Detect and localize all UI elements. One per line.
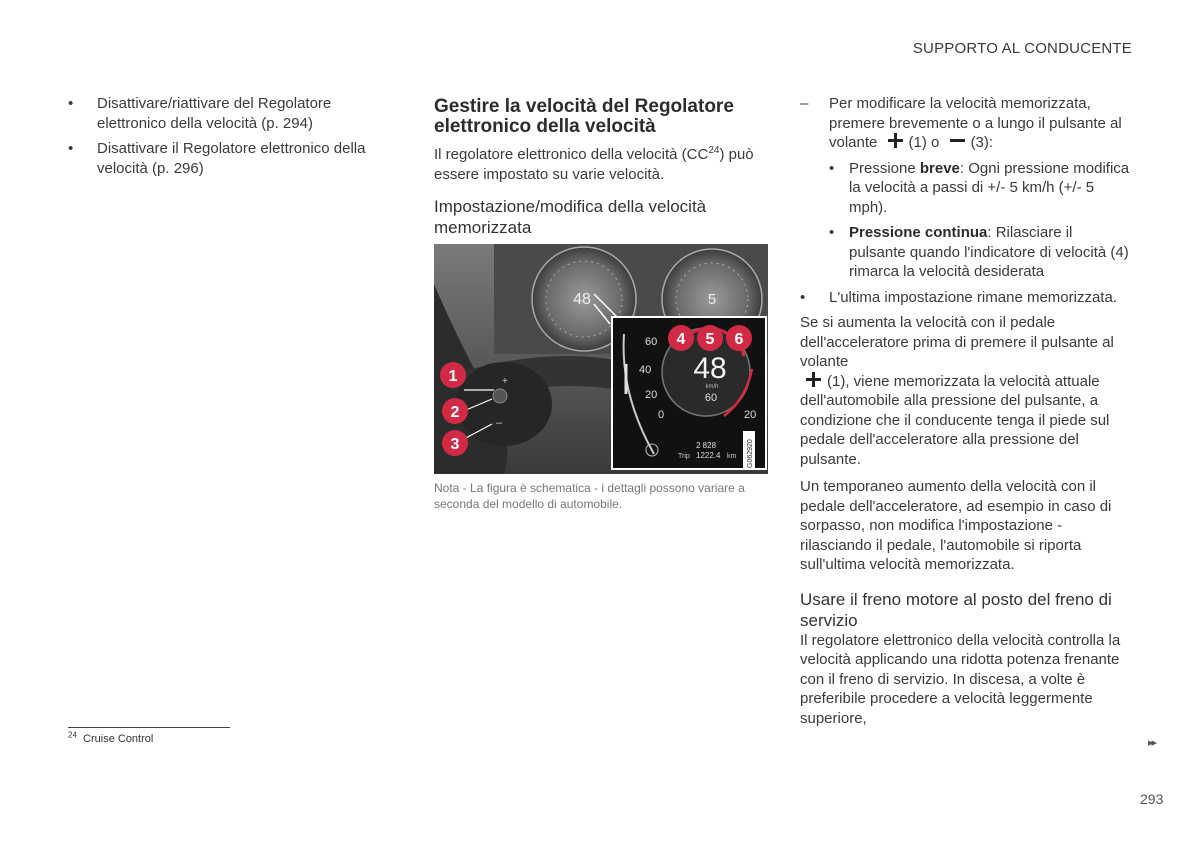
bullet-dot: •: [68, 140, 74, 157]
dash-item: [800, 94, 1132, 153]
footnote: [68, 730, 154, 745]
dash-text-end: (3):: [970, 134, 994, 151]
trip-label: Trip: [678, 453, 690, 460]
svg-text:+: +: [502, 376, 508, 387]
subsection-title: Usare il freno motore al posto del freno di servizio: [800, 589, 1112, 630]
svg-text:1: 1: [448, 368, 458, 385]
callout-2: [442, 398, 468, 424]
middle-column: [434, 94, 768, 512]
next-page-icon[interactable]: ▸▸: [1148, 737, 1156, 749]
plus-icon: [806, 372, 821, 387]
dashboard-illustration: [434, 244, 768, 474]
svg-text:5: 5: [705, 331, 715, 348]
left-gauge-speed: 48: [573, 291, 591, 308]
para1-text: Se si aumenta la velocità con il pedale dell'acceleratore prima di premere il pulsante al volante: [800, 314, 1114, 370]
trip-unit: km: [727, 453, 737, 460]
dashboard-figure: [434, 244, 768, 474]
inset-set-speed: 60: [704, 392, 718, 404]
trip-value: 1222.4: [696, 451, 721, 460]
paragraph: [800, 313, 1132, 469]
callout-6: [726, 325, 752, 351]
left-column: [68, 94, 398, 184]
para1-text-end: (1), viene memorizzata la velocità attuale dell'automobile alla pressione del pulsante, a condizione che il conducente tenga il piede sul pedale dell'acceleratore alla pressione del pulsante.: [800, 372, 1110, 468]
intro-text-end: ) può essere impostato su varie velocità.: [434, 146, 754, 183]
bullet-dot: •: [829, 224, 835, 241]
figure-code: G062920: [747, 439, 754, 468]
dash-text: Per modificare la velocità memorizzata, premere brevemente o a lungo il pulsante al volante: [829, 95, 1122, 151]
intro-text: Il regolatore elettronico della velocità (CC: [434, 146, 709, 163]
link-disattivare[interactable]: Disattivare il Regolatore elettronico della velocità (p. 296): [97, 140, 366, 177]
sub2-text: : Rilasciare il pulsante quando l'indicatore di velocità (4) rimarca la velocità desiderata: [849, 224, 1129, 280]
dash-text-mid: (1) o: [908, 134, 940, 151]
odometer: 2 828: [696, 441, 717, 450]
svg-text:6: 6: [734, 331, 744, 348]
callout-1: [440, 362, 466, 388]
list-item: [800, 288, 1132, 308]
figure-caption: Nota - La figura è schematica - i dettagli possono variare a seconda del modello di automobile.: [434, 481, 745, 511]
bullet-text: L'ultima impostazione rimane memorizzata.: [829, 288, 1117, 306]
inset-unit: km/h: [705, 384, 719, 390]
callout-4: [668, 325, 694, 351]
sub-list-item: [829, 159, 1132, 218]
page-number: 293: [1140, 791, 1164, 807]
subsection-title: Impostazione/modifica della velocità memorizzata: [434, 197, 707, 237]
scale-60: 60: [645, 336, 658, 348]
sub2-bold: Pressione continua: [849, 224, 988, 241]
svg-text:2: 2: [450, 404, 460, 421]
section-header: SUPPORTO AL CONDUCENTE: [912, 40, 1132, 57]
plus-icon: [888, 133, 903, 148]
bullet-dot: •: [68, 95, 74, 112]
right-gauge-gear: 5: [707, 291, 717, 308]
callout-3: [442, 430, 468, 456]
footnote-number: 24: [68, 730, 77, 740]
sub1-text: : Ogni pressione modifica la velocità a passi di +/- 5 km/h (+/- 5 mph).: [849, 159, 1130, 216]
list-item[interactable]: [68, 94, 398, 133]
section-title: Gestire la velocità del Regolatore elettronico della velocità: [434, 96, 734, 137]
scale-0: 0: [658, 409, 665, 421]
footnote-divider: [68, 727, 230, 728]
inset-speed: 48: [693, 352, 727, 385]
paragraph: Un temporaneo aumento della velocità con il pedale dell'acceleratore, ad esempio in caso di sorpasso, non modifica l'impostazione - rilasciando il pedale, l'automobile si riporta sull'ultima velocità memorizzata.: [800, 478, 1112, 573]
footnote-text: Cruise Control: [83, 733, 154, 745]
scale-20: 20: [645, 389, 658, 401]
bullet-dot: •: [829, 159, 835, 177]
scale-40: 40: [639, 364, 652, 376]
intro-paragraph: [434, 145, 768, 184]
bullet-dot: •: [800, 288, 806, 306]
sub1-bold: breve: [919, 159, 960, 177]
sub-list-item: [829, 223, 1132, 282]
callout-5: [697, 325, 723, 351]
svg-text:–: –: [496, 417, 503, 429]
svg-text:4: 4: [676, 331, 686, 348]
right-column: [800, 94, 1132, 736]
sub1-prefix: Pressione: [849, 159, 920, 177]
dash-marker: –: [800, 95, 809, 112]
list-item[interactable]: [68, 139, 398, 178]
link-disattivare-riattivare[interactable]: Disattivare/riattivare del Regolatore elettronico della velocità (p. 294): [97, 95, 332, 132]
svg-text:3: 3: [450, 436, 460, 453]
minus-icon: [950, 133, 965, 148]
footnote-ref[interactable]: 24: [708, 145, 720, 156]
scale-20-right: 20: [744, 409, 757, 421]
paragraph: Il regolatore elettronico della velocità controlla la velocità applicando una ridotta potenza frenante con il freno di servizio. In discesa, a volte è preferibile procedere a velocità leggermente superiore,: [800, 631, 1121, 727]
